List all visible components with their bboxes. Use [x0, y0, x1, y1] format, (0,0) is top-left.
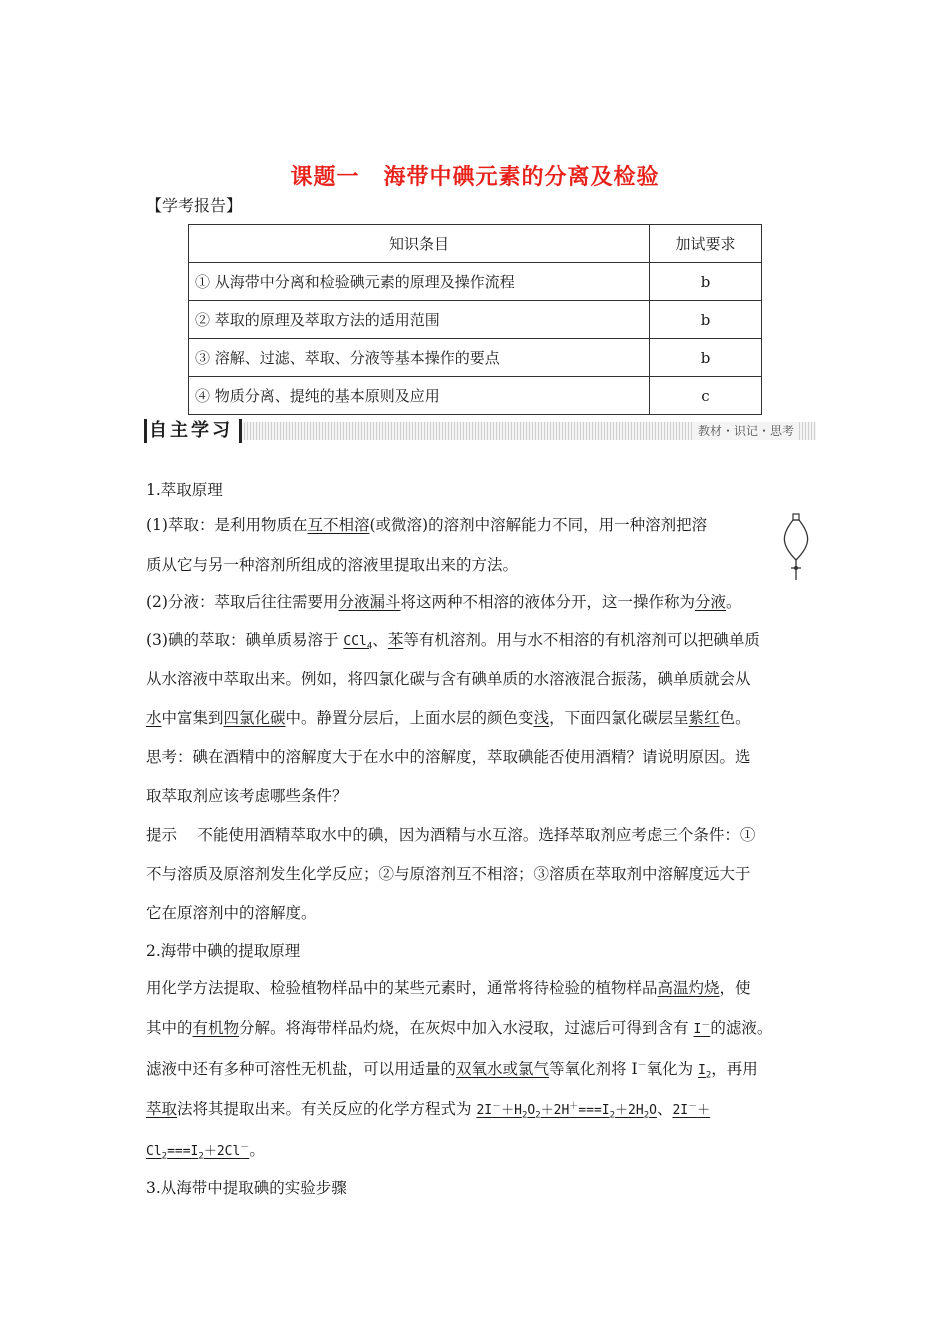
- eq-part: ===I: [167, 1144, 199, 1159]
- formula-text: CCl: [343, 634, 367, 649]
- table-cell-level: b: [650, 339, 762, 377]
- text: (或微溶)的溶剂中溶解能力不同，用一种溶剂把溶: [369, 516, 708, 534]
- table-row: [189, 301, 762, 339]
- eq-sup: －: [492, 1101, 502, 1112]
- answer-blank: 双氧水或氯气: [456, 1060, 550, 1078]
- text: (3)碘的萃取：碘单质易溶于: [146, 631, 344, 649]
- text: 分解。将海带样品灼烧，在灰烬中加入水浸取，过滤后可得到含有: [239, 1019, 694, 1037]
- paragraph-line: [146, 1138, 818, 1162]
- text: 用化学方法提取、检验植物样品中的某些元素时，通常将待检验的植物样品: [146, 979, 658, 997]
- table-cell-item: ① 从海带中分离和检验碘元素的原理及操作流程: [189, 263, 650, 301]
- paragraph-line: [146, 706, 818, 728]
- answer-blank: 紫红: [688, 709, 720, 727]
- paragraph-line: 质从它与另一种溶剂所组成的溶液里提取出来的方法。: [146, 556, 519, 574]
- page-title: [0, 160, 950, 191]
- formula-subscript: 2: [705, 1070, 712, 1081]
- text: 等有机溶剂。用与水不相溶的有机溶剂可以把碘单质: [403, 631, 760, 649]
- paragraph-line: [146, 1097, 818, 1121]
- paragraph-line: [146, 513, 818, 535]
- section3-heading: 3.从海带中提取碘的实验步骤: [146, 1179, 347, 1197]
- paragraph-line: [146, 1057, 818, 1081]
- eq-part: 2I: [672, 1103, 689, 1118]
- text: ，下面四氯化碳层呈: [549, 709, 689, 727]
- text: 。: [249, 1141, 265, 1159]
- text: 色。: [719, 709, 751, 727]
- eq-part: ＋2Cl: [203, 1144, 241, 1159]
- text: 、: [372, 631, 388, 649]
- formula-superscript: －: [637, 1060, 647, 1071]
- eq-part: O: [527, 1103, 536, 1118]
- text: 的滤液。: [710, 1019, 773, 1037]
- title-part2: 海带中碘元素的分离及检验: [383, 165, 660, 190]
- paragraph-line: [146, 590, 818, 612]
- text: 其中的: [146, 1019, 193, 1037]
- hint-line: 它在原溶剂中的溶解度。: [146, 904, 317, 922]
- answer-blank: 分液漏斗: [338, 593, 401, 611]
- eq-sub: 2: [198, 1151, 204, 1162]
- report-label: 【学考报告】: [146, 196, 243, 215]
- text: 氧化为: [646, 1060, 699, 1078]
- table-header-cell: 加试要求: [650, 225, 762, 263]
- hint-line: 不与溶质及原溶剂发生化学反应；②与原溶剂互不相溶；③溶质在萃取剂中溶解度远大于: [146, 865, 751, 883]
- section2-heading: 2.海带中碘的提取原理: [146, 942, 301, 960]
- answer-blank: 水: [146, 709, 162, 727]
- text: ，再用: [711, 1060, 758, 1078]
- table-cell-item: ④ 物质分离、提纯的基本原则及应用: [189, 377, 650, 415]
- eq-part: O: [649, 1103, 657, 1118]
- paragraph-line: [146, 628, 818, 652]
- formula-superscript: －: [701, 1020, 711, 1031]
- answer-blank: [343, 634, 373, 652]
- eq-sub: 2: [643, 1110, 650, 1121]
- equation-1: [476, 1101, 657, 1121]
- banner-tag-text: 教材・识记・思考: [697, 424, 794, 438]
- table-header-cell: 知识条目: [189, 225, 650, 263]
- table-cell-level: b: [650, 263, 762, 301]
- eq-sup: ＋: [569, 1101, 579, 1112]
- answer-blank: 高温灼烧: [657, 979, 720, 997]
- paragraph-line: [146, 976, 818, 998]
- text: 中富集到: [161, 709, 224, 727]
- think-line: 取萃取剂应该考虑哪些条件？: [146, 787, 348, 805]
- text: 滤液中还有多种可溶性无机盐，可以用适量的: [146, 1060, 457, 1078]
- equation-2-end: [146, 1142, 250, 1162]
- eq-part: ＋H: [501, 1103, 522, 1118]
- table-cell-item: ③ 溶解、过滤、萃取、分液等基本操作的要点: [189, 339, 650, 377]
- table-cell-level: b: [650, 301, 762, 339]
- eq-sub: 2: [161, 1151, 168, 1162]
- answer-blank: [693, 1022, 710, 1037]
- eq-sub: 2: [609, 1110, 616, 1121]
- answer-blank: 萃取: [146, 1100, 178, 1118]
- table-cell-level: c: [650, 377, 762, 415]
- text: 等氧化剂将 I: [549, 1060, 638, 1078]
- table-cell-item: ② 萃取的原理及萃取方法的适用范围: [189, 301, 650, 339]
- text: 中。静置分层后，上面水层的颜色变: [285, 709, 534, 727]
- eq-part: ===I: [578, 1103, 610, 1118]
- table-row: [189, 339, 762, 377]
- answer-blank: 互不相溶: [307, 516, 370, 534]
- separatory-funnel-icon: [778, 512, 814, 584]
- eq-part: Cl: [146, 1144, 162, 1159]
- section1-heading: 1.萃取原理: [146, 481, 223, 499]
- text: 法将其提取出来。有关反应的化学方程式为: [177, 1100, 477, 1118]
- answer-blank: 浅: [533, 709, 550, 727]
- answer-blank: 有机物: [192, 1019, 240, 1037]
- answer-blank: 苯: [387, 631, 404, 649]
- text: 将这两种不相溶的液体分开，这一操作称为: [400, 593, 695, 611]
- eq-sup: －: [688, 1101, 698, 1112]
- eq-part: 2I: [476, 1103, 493, 1118]
- formula-subscript: 4: [366, 641, 373, 652]
- equation-2-start: [672, 1103, 710, 1118]
- section-banner: [144, 419, 816, 443]
- eq-sub: 2: [521, 1110, 528, 1121]
- hint-line: 提示 不能使用酒精萃取水中的碘，因为酒精与水互溶。选择萃取剂应考虑三个条件：①: [146, 826, 756, 844]
- answer-blank: 分液: [695, 593, 727, 611]
- eq-part: ＋: [697, 1103, 711, 1118]
- banner-label: 自主学习: [144, 419, 242, 443]
- eq-sup: －: [240, 1142, 250, 1153]
- requirements-table: [188, 224, 762, 415]
- think-line: 思考：碘在酒精中的溶解度大于在水中的溶解度，萃取碘能否使用酒精？请说明原因。选: [146, 748, 751, 766]
- table-row: [189, 263, 762, 301]
- eq-part: ＋2H: [615, 1103, 644, 1118]
- text: (1)萃取：是利用物质在: [146, 516, 308, 534]
- answer-blank: 四氯化碳: [223, 709, 286, 727]
- text: ，使: [719, 979, 751, 997]
- text: (2)分液：萃取后往往需要用: [146, 593, 339, 611]
- eq-part: ＋2H: [540, 1103, 570, 1118]
- formula-text: I: [693, 1022, 702, 1037]
- eq-sub: 2: [535, 1110, 541, 1121]
- paragraph-line: 从水溶液中萃取出来。例如，将四氯化碳与含有碘单质的水溶液混合振荡，碘单质就会从: [146, 670, 751, 688]
- table-row: [189, 377, 762, 415]
- banner-tag: [694, 422, 798, 440]
- answer-blank: [698, 1063, 712, 1081]
- paragraph-line: [146, 1016, 818, 1038]
- text: 、: [656, 1100, 673, 1118]
- text: 。: [726, 593, 742, 611]
- title-part1: 课题一: [290, 165, 360, 190]
- formula-text: I: [698, 1063, 706, 1078]
- table-header-row: [189, 225, 762, 263]
